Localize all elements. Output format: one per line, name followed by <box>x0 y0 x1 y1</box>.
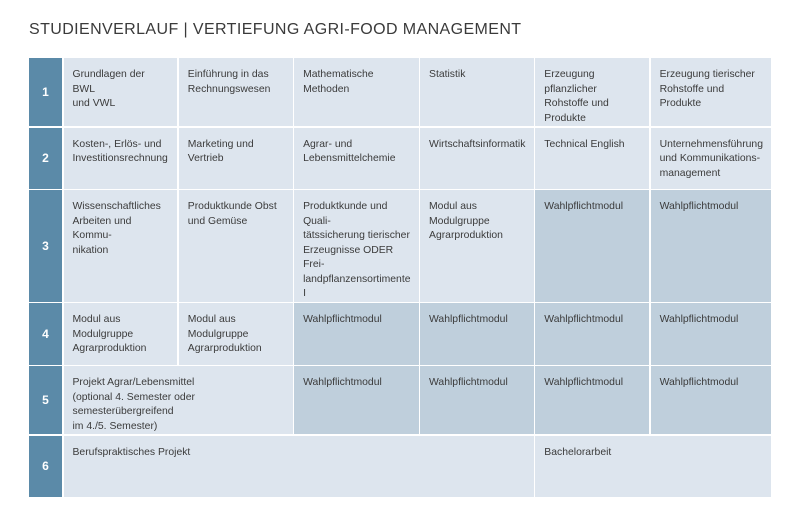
semester-label: 2 <box>29 128 62 189</box>
elective-module-cell: Wahlpflichtmodul <box>651 303 771 364</box>
module-cell: Marketing und Vertrieb <box>179 128 293 189</box>
module-cell: Technical English <box>535 128 649 189</box>
module-cell: Statistik <box>420 58 534 126</box>
module-cell: Agrar- und Lebensmittelchemie <box>294 128 418 189</box>
bachelor-thesis-cell: Bachelorarbeit <box>535 436 771 497</box>
semester-label: 6 <box>29 436 62 497</box>
semester-label: 3 <box>29 190 62 302</box>
elective-module-cell: Wahlpflichtmodul <box>294 303 418 364</box>
module-cell: Kosten-, Erlös- und Investitionsrechnung <box>64 128 178 189</box>
semester-label: 1 <box>29 58 62 126</box>
module-cell: Einführung in das Rechnungswesen <box>179 58 293 126</box>
module-cell: Produktkunde und Quali- tätssicherung tierischer Erzeugnisse ODER Frei- landpflanzensortimente I <box>294 190 418 302</box>
elective-module-cell: Wahlpflichtmodul <box>294 366 418 434</box>
module-cell: Erzeugung pflanzlicher Rohstoffe und Produkte <box>535 58 649 126</box>
module-cell: Grundlagen der BWL und VWL <box>64 58 178 126</box>
elective-module-cell: Wahlpflichtmodul <box>651 366 771 434</box>
elective-module-cell: Wahlpflichtmodul <box>535 190 649 302</box>
module-cell: Unternehmensführung und Kommunikations- management <box>651 128 771 189</box>
module-cell: Modul aus Modulgruppe Agrarproduktion <box>420 190 534 302</box>
module-cell: Modul aus Modulgruppe Agrarproduktion <box>64 303 178 364</box>
semester-label: 5 <box>29 366 62 434</box>
practical-project-cell: Berufspraktisches Projekt <box>64 436 534 497</box>
page-title: STUDIENVERLAUF | VERTIEFUNG AGRI-FOOD MANAGEMENT <box>29 21 522 38</box>
module-cell: Modul aus Modulgruppe Agrarproduktion <box>179 303 293 364</box>
elective-module-cell: Wahlpflichtmodul <box>420 366 534 434</box>
curriculum-table <box>29 58 771 497</box>
project-cell: Projekt Agrar/Lebensmittel (optional 4. Semester oder semesterübergreifend im 4./5. Semester) <box>64 366 293 434</box>
elective-module-cell: Wahlpflichtmodul <box>420 303 534 364</box>
module-cell: Mathematische Methoden <box>294 58 418 126</box>
semester-label: 4 <box>29 303 62 364</box>
elective-module-cell: Wahlpflichtmodul <box>651 190 771 302</box>
elective-module-cell: Wahlpflichtmodul <box>535 303 649 364</box>
module-cell: Erzeugung tierischer Rohstoffe und Produkte <box>651 58 771 126</box>
module-cell: Wissenschaftliches Arbeiten und Kommu- nikation <box>64 190 178 302</box>
elective-module-cell: Wahlpflichtmodul <box>535 366 649 434</box>
module-cell: Wirtschaftsinformatik <box>420 128 534 189</box>
module-cell: Produktkunde Obst und Gemüse <box>179 190 293 302</box>
